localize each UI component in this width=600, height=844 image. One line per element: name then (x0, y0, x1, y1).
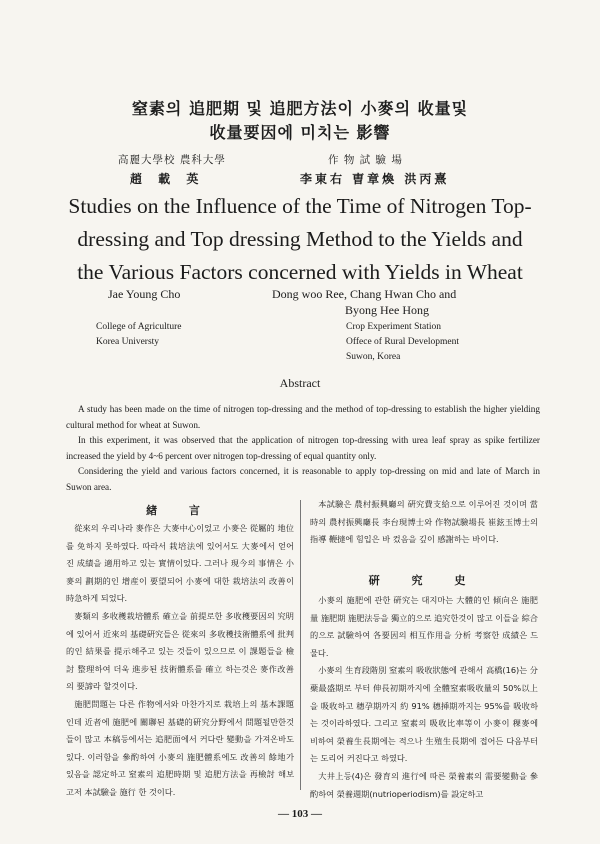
acknowledgement-paragraph (310, 496, 538, 549)
korean-affiliation-left: 高麗大學校 農科大學 (118, 154, 226, 166)
affiliation-right-line: Crop Experiment Station (346, 322, 441, 332)
korean-author-left: 趙 載 英 (130, 172, 205, 186)
english-title (40, 190, 560, 289)
affiliation-right-line: Suwon, Korea (346, 352, 401, 362)
body-paragraph: 從來의 우리나라 麥作은 大麥中心이었고 小麥은 從屬的 地位를 免하지 못하였다. 따라서 栽培法에 있어서도 大麥에서 얻어진 成績을 適用하고 있는 實情이었다. 그러나 現今의 事情은 小麥의 劃期的인 增産이 要望되어 小麥에 대한 栽培法의 改善이 時急하게 되었다. (66, 523, 294, 604)
english-title-line: dressing and Top dressing Method to the Yields and (77, 227, 523, 251)
affiliation-left (96, 320, 181, 350)
affiliation-left-line: College of Agriculture (96, 322, 182, 332)
affiliation-left-line: Korea Universty (96, 337, 160, 347)
left-column-body (66, 520, 294, 802)
body-paragraph: 麥類의 多收穫栽培體系 確立을 前提로한 多收穫要因의 究明에 있어서 近來의 基礎硏究들은 從來의 多收穫技術體系에 批判的인 結果를 提示해주고 있는 것들이 있으므로 이 課題들을 檢討 整理하여 더욱 進步된 技術體系를 確立 하는것은 麥作改善의 要諦라 할것이다. (66, 610, 294, 692)
body-paragraph: 小麥의 施肥에 관한 硏究는 대지마는 大體的인 傾向은 施肥量 施肥期 施肥法등을 獨立的으로 追究한것이 많고 이들을 綜合的으로 試驗하여 各要因의 相互作用을 分析 考察한 成績은 드물다. (310, 595, 538, 658)
korean-title-line1: 窒素의 追肥期 및 追肥方法이 小麥의 收量및 (131, 99, 469, 118)
korean-title-line2: 收量要因에 미치는 影響 (209, 123, 391, 142)
abstract-paragraph: A study has been made on the time of nitrogen top-dressing and the method of top-dressing to establish the higher yielding cultural method for wheat at Suwon. (66, 404, 540, 430)
affiliation-right (346, 320, 459, 365)
body-paragraph: 大井上등(4)은 發育의 進行에 따른 榮養素의 需要變動을 參酌하여 榮養週期(nutrioperiodism)를 設定하고 (310, 770, 538, 799)
abstract-paragraph: Considering the yield and various factors concerned, it is reasonable to apply top-dressing on mid and late of March in Suwon area. (66, 466, 540, 492)
english-title-line: the Various Factors concerned with Yields in Wheat (77, 260, 523, 284)
english-title-line: Studies on the Influence of the Time of Nitrogen Top- (68, 194, 532, 218)
body-paragraph: 本試驗은 農村振興廳의 硏究費支給으로 이루어진 것이며 當時의 農村振興廳長 李台現博士와 作物試驗場長 崔鉉玉博士의 指導 鞭撻에 힘입은 바 컸음을 깊이 感謝하는 바이다. (310, 499, 538, 545)
affiliation-right-line: Offece of Rural Development (346, 337, 459, 347)
abstract-paragraph: In this experiment, it was observed that the application of nitrogen top-dressing with urea leaf spray as spike fertilizer increased the yield by 4~6 percent over nitrogen top-dressing of equal quantity only. (66, 435, 540, 461)
right-column-body (310, 592, 538, 803)
section-heading-history: 硏 究 史 (368, 574, 480, 587)
korean-affiliation-right: 作 物 試 驗 場 (328, 154, 403, 166)
section-heading-introduction: 緖 言 (146, 504, 214, 517)
column-divider (300, 500, 301, 790)
body-paragraph: 施肥問題는 다른 作物에서와 마찬가지로 栽培上의 基本課題인데 近者에 施肥에 關聯된 基礎的硏究分野에서 問題될만한것들이 많고 本稿등에서는 追肥面에서 커다란 變動을 가져온바도 있다. 이러함을 參酌하여 小麥의 施肥體系에도 改善의 餘地가 있음을 認定하고 窒素의 追肥時期 및 追肥方法을 再檢討 해보고저 本試驗을 施行 한 것이다. (66, 698, 294, 797)
page-number: — 103 — (278, 808, 322, 820)
abstract-body (66, 402, 540, 495)
korean-authors-right: 李東右 曺章煥 洪丙熹 (300, 172, 450, 186)
english-author-left: Jae Young Cho (108, 287, 181, 301)
english-authors-right-line2: Byong Hee Hong (345, 303, 429, 317)
abstract-heading: Abstract (279, 376, 321, 390)
body-paragraph: 小麥의 生育段階別 窒素의 吸收狀態에 관해서 高橋(16)는 分蘗最盛期로 부터 伸長初期까지에 全體窒素吸收量의 50%以上을 吸收하고 穗孕期까지 約 91% 穗揷期까지는 95%를 吸收하는 것이라하였다. 그리고 窒素의 吸收比率等이 小麥이 稞麥에 비하여 榮養生長期에는 적으나 生殖生長期에 접어든 다음부터는 도리어 커진다고 하였다. (310, 665, 538, 764)
english-authors-right-line1: Dong woo Ree, Chang Hwan Cho and (272, 287, 457, 301)
